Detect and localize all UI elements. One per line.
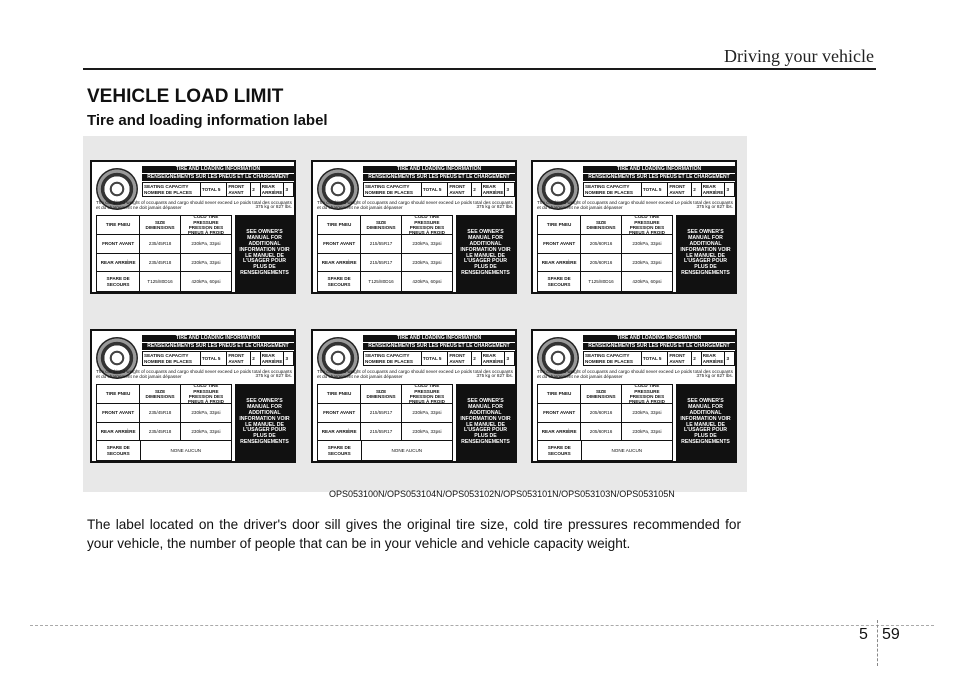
seating-total: TOTAL 5 <box>201 183 228 196</box>
row-rear-label: REAR ARRIÈRE <box>318 423 361 441</box>
seating-capacity-row <box>583 182 735 197</box>
seating-front-value: 2 <box>692 183 702 196</box>
front-pressure: 230kPa, 33psi <box>412 409 442 415</box>
page-number: 59 <box>882 626 900 643</box>
table-row <box>318 235 452 254</box>
table-row <box>538 441 672 460</box>
spare-pressure: 420kPa, 60psi <box>191 278 221 284</box>
table-row <box>318 254 452 273</box>
seating-capacity-row <box>363 351 515 366</box>
tire-table <box>537 384 673 461</box>
row-spare-label: SPARE DE SECOURS <box>538 441 582 460</box>
seating-capacity-row <box>583 351 735 366</box>
table-row <box>538 404 672 423</box>
seating-rear-value: 3 <box>506 186 510 192</box>
table-row <box>318 441 452 460</box>
pressure-header: COLD TIRE PRESSURE PRESSION DES PNEUS À FROID <box>187 214 224 236</box>
front-size: 235/45R18 <box>140 235 181 253</box>
seating-rear: REAR ARRIÈRE <box>261 353 283 364</box>
row-spare-label: SPARE DE SECOURS <box>97 272 140 291</box>
see-manual-box: SEE OWNER'S MANUAL FOR ADDITIONAL INFORMATION VOIR LE MANUEL DE L'USAGER POUR PLUS DE RENSEIGNEMENTS <box>456 384 515 461</box>
seating-total: TOTAL 5 <box>422 352 449 365</box>
seating-total: TOTAL 5 <box>642 183 669 196</box>
table-row <box>97 254 231 273</box>
combined-weight <box>317 200 515 212</box>
combined-weight-text: The combined weight of occupants and cargo should never exceed Le poids total des occupants et du chargement ne doit jamais dépasser <box>317 200 513 211</box>
combined-weight <box>96 200 294 212</box>
see-manual-box: SEE OWNER'S MANUAL FOR ADDITIONAL INFORMATION VOIR LE MANUEL DE L'USAGER POUR PLUS DE RENSEIGNEMENTS <box>235 384 294 461</box>
label-title-fr: RENSEIGNEMENTS SUR LES PNEUS ET LE CHARGEMENT <box>363 342 515 350</box>
front-pressure: 230kPa, 33psi <box>632 240 662 246</box>
seating-rear: REAR ARRIÈRE <box>702 353 724 364</box>
size-header: SIZE DIMENSIONS <box>581 216 622 234</box>
seating-front-value: 2 <box>692 352 702 365</box>
label-title-en: TIRE AND LOADING INFORMATION <box>583 166 735 173</box>
seating-capacity-row <box>142 351 294 366</box>
tire-info-label <box>90 329 296 463</box>
row-front-label: FRONT AVANT <box>318 404 361 422</box>
table-row <box>97 235 231 254</box>
tire-header: TIRE PNEU <box>97 216 140 234</box>
figure-caption: OPS053100N/OPS053104N/OPS053102N/OPS053101N/OPS053103N/OPS053105N <box>329 489 675 499</box>
tire-header: TIRE PNEU <box>318 216 361 234</box>
label-title-en: TIRE AND LOADING INFORMATION <box>583 335 735 342</box>
see-manual-box: SEE OWNER'S MANUAL FOR ADDITIONAL INFORMATION VOIR LE MANUEL DE L'USAGER POUR PLUS DE RENSEIGNEMENTS <box>456 215 515 292</box>
tire-header: TIRE PNEU <box>318 385 361 403</box>
front-size: 205/60R16 <box>581 235 622 253</box>
rear-pressure: 230kPa, 33psi <box>412 259 442 265</box>
seating-label: SEATING CAPACITY NOMBRE DE PLACES <box>584 352 642 365</box>
weight-limit: 375 kg or 827 lbs. <box>476 204 513 209</box>
front-pressure: 230kPa, 33psi <box>632 409 662 415</box>
front-pressure: 230kPa, 33psi <box>412 240 442 246</box>
seating-capacity-row <box>363 182 515 197</box>
size-header: SIZE DIMENSIONS <box>140 216 181 234</box>
label-title-en: TIRE AND LOADING INFORMATION <box>142 166 294 173</box>
seating-rear: REAR ARRIÈRE <box>482 353 504 364</box>
seating-front: FRONT AVANT <box>227 352 251 365</box>
combined-weight-text: The combined weight of occupants and cargo should never exceed Le poids total des occupants et du chargement ne doit jamais dépasser <box>317 369 513 380</box>
spare-none: NONE AUCUN <box>391 447 423 453</box>
rear-size: 215/55R17 <box>361 423 402 441</box>
tire-table <box>317 384 453 461</box>
seating-total: TOTAL 5 <box>422 183 449 196</box>
label-title-en: TIRE AND LOADING INFORMATION <box>363 166 515 173</box>
seating-rear-value: 3 <box>285 186 289 192</box>
table-header-row <box>97 385 231 404</box>
seating-rear: REAR ARRIÈRE <box>261 184 283 195</box>
see-manual-box: SEE OWNER'S MANUAL FOR ADDITIONAL INFORMATION VOIR LE MANUEL DE L'USAGER POUR PLUS DE RENSEIGNEMENTS <box>676 384 735 461</box>
front-size: 235/45R18 <box>140 404 181 422</box>
rear-size: 215/55R17 <box>361 254 402 272</box>
row-front-label: FRONT AVANT <box>538 235 581 253</box>
row-spare-label: SPARE DE SECOURS <box>538 272 581 291</box>
table-header-row <box>538 385 672 404</box>
seating-front-value: 2 <box>472 183 482 196</box>
seating-rear: REAR ARRIÈRE <box>702 184 724 195</box>
front-size: 205/60R16 <box>581 404 622 422</box>
tire-header: TIRE PNEU <box>538 216 581 234</box>
table-row <box>538 254 672 273</box>
spare-size: T125/80D16 <box>361 272 402 291</box>
combined-weight <box>537 369 735 381</box>
label-title-fr: RENSEIGNEMENTS SUR LES PNEUS ET LE CHARGEMENT <box>142 173 294 181</box>
table-row <box>97 272 231 291</box>
tire-table <box>317 215 453 292</box>
rear-pressure: 230kPa, 33psi <box>632 259 662 265</box>
seating-label: SEATING CAPACITY NOMBRE DE PLACES <box>584 183 642 196</box>
pressure-header: COLD TIRE PRESSURE PRESSION DES PNEUS À FROID <box>408 214 445 236</box>
label-title-en: TIRE AND LOADING INFORMATION <box>142 335 294 342</box>
pressure-header: COLD TIRE PRESSURE PRESSION DES PNEUS À FROID <box>187 383 224 405</box>
tire-header: TIRE PNEU <box>538 385 581 403</box>
row-spare-label: SPARE DE SECOURS <box>318 441 362 460</box>
footer-separator <box>877 620 878 666</box>
seating-rear: REAR ARRIÈRE <box>482 184 504 195</box>
spare-none: NONE AUCUN <box>170 447 202 453</box>
label-title-en: TIRE AND LOADING INFORMATION <box>363 335 515 342</box>
labels-figure <box>83 136 747 492</box>
table-row <box>538 272 672 291</box>
seating-capacity-row <box>142 182 294 197</box>
combined-weight-text: The combined weight of occupants and cargo should never exceed Le poids total des occupants et du chargement ne doit jamais dépasser <box>537 200 733 211</box>
table-row <box>97 404 231 423</box>
tire-info-label <box>531 160 737 294</box>
row-rear-label: REAR ARRIÈRE <box>97 254 140 272</box>
size-header: SIZE DIMENSIONS <box>140 385 181 403</box>
weight-limit: 375 kg or 827 lbs. <box>476 373 513 378</box>
tire-header: TIRE PNEU <box>97 385 140 403</box>
size-header: SIZE DIMENSIONS <box>581 385 622 403</box>
weight-limit: 375 kg or 827 lbs. <box>696 373 733 378</box>
tire-info-label <box>90 160 296 294</box>
see-manual-box: SEE OWNER'S MANUAL FOR ADDITIONAL INFORMATION VOIR LE MANUEL DE L'USAGER POUR PLUS DE RENSEIGNEMENTS <box>235 215 294 292</box>
rear-pressure: 230kPa, 33psi <box>191 428 221 434</box>
rear-pressure: 230kPa, 33psi <box>632 428 662 434</box>
tire-info-label <box>311 160 517 294</box>
table-row <box>318 404 452 423</box>
front-size: 215/55R17 <box>361 404 402 422</box>
table-header-row <box>97 216 231 235</box>
rear-size: 235/45R18 <box>140 254 181 272</box>
spare-size: T125/80D16 <box>581 272 622 291</box>
combined-weight-text: The combined weight of occupants and cargo should never exceed Le poids total des occupants et du chargement ne doit jamais dépasser <box>96 200 292 211</box>
rear-pressure: 230kPa, 33psi <box>191 259 221 265</box>
label-title-fr: RENSEIGNEMENTS SUR LES PNEUS ET LE CHARGEMENT <box>142 342 294 350</box>
weight-limit: 375 kg or 827 lbs. <box>255 204 292 209</box>
table-row <box>318 423 452 442</box>
chapter-number: 5 <box>859 626 868 643</box>
combined-weight <box>317 369 515 381</box>
row-spare-label: SPARE DE SECOURS <box>97 441 141 460</box>
seating-rear-value: 3 <box>726 355 730 361</box>
seating-total: TOTAL 5 <box>201 352 228 365</box>
row-rear-label: REAR ARRIÈRE <box>538 423 581 441</box>
rear-pressure: 230kPa, 33psi <box>412 428 442 434</box>
seating-front: FRONT AVANT <box>448 183 472 196</box>
label-title-fr: RENSEIGNEMENTS SUR LES PNEUS ET LE CHARGEMENT <box>583 342 735 350</box>
rear-size: 235/45R18 <box>140 423 181 441</box>
tire-table <box>537 215 673 292</box>
pressure-header: COLD TIRE PRESSURE PRESSION DES PNEUS À FROID <box>628 383 665 405</box>
row-spare-label: SPARE DE SECOURS <box>318 272 361 291</box>
table-row <box>97 423 231 442</box>
subheading: Tire and loading information label <box>87 112 328 129</box>
seating-label: SEATING CAPACITY NOMBRE DE PLACES <box>143 352 201 365</box>
table-header-row <box>318 216 452 235</box>
row-rear-label: REAR ARRIÈRE <box>318 254 361 272</box>
table-header-row <box>538 216 672 235</box>
combined-weight <box>537 200 735 212</box>
size-header: SIZE DIMENSIONS <box>361 385 402 403</box>
pressure-header: COLD TIRE PRESSURE PRESSION DES PNEUS À FROID <box>408 383 445 405</box>
tire-info-label <box>531 329 737 463</box>
seating-label: SEATING CAPACITY NOMBRE DE PLACES <box>143 183 201 196</box>
row-front-label: FRONT AVANT <box>97 235 140 253</box>
table-header-row <box>318 385 452 404</box>
see-manual-box: SEE OWNER'S MANUAL FOR ADDITIONAL INFORMATION VOIR LE MANUEL DE L'USAGER POUR PLUS DE RENSEIGNEMENTS <box>676 215 735 292</box>
spare-pressure: 420kPa, 60psi <box>632 278 662 284</box>
header-rule <box>83 68 876 70</box>
row-front-label: FRONT AVANT <box>97 404 140 422</box>
seating-front: FRONT AVANT <box>448 352 472 365</box>
spare-size: T125/80D16 <box>140 272 181 291</box>
seating-front: FRONT AVANT <box>668 352 692 365</box>
table-row <box>538 423 672 442</box>
section-title: Driving your vehicle <box>724 46 874 66</box>
row-rear-label: REAR ARRIÈRE <box>538 254 581 272</box>
table-row <box>538 235 672 254</box>
seating-rear-value: 3 <box>285 355 289 361</box>
combined-weight-text: The combined weight of occupants and cargo should never exceed Le poids total des occupants et du chargement ne doit jamais dépasser <box>537 369 733 380</box>
table-row <box>97 441 231 460</box>
seating-front-value: 2 <box>251 183 261 196</box>
label-title-fr: RENSEIGNEMENTS SUR LES PNEUS ET LE CHARGEMENT <box>583 173 735 181</box>
combined-weight <box>96 369 294 381</box>
row-front-label: FRONT AVANT <box>318 235 361 253</box>
combined-weight-text: The combined weight of occupants and cargo should never exceed Le poids total des occupants et du chargement ne doit jamais dépasser <box>96 369 292 380</box>
tire-table <box>96 384 232 461</box>
seating-front: FRONT AVANT <box>668 183 692 196</box>
rear-size: 205/60R16 <box>581 254 622 272</box>
tire-info-label <box>311 329 517 463</box>
front-pressure: 230kPa, 33psi <box>191 240 221 246</box>
weight-limit: 375 kg or 827 lbs. <box>255 373 292 378</box>
size-header: SIZE DIMENSIONS <box>361 216 402 234</box>
weight-limit: 375 kg or 827 lbs. <box>696 204 733 209</box>
seating-front: FRONT AVANT <box>227 183 251 196</box>
seating-total: TOTAL 5 <box>642 352 669 365</box>
spare-pressure: 420kPa, 60psi <box>412 278 442 284</box>
body-paragraph: The label located on the driver's door sill gives the original tire size, cold tire pressures recommended for your vehicle, the number of people that can be in your vehicle and vehicle capacity weight. <box>87 517 741 551</box>
seating-label: SEATING CAPACITY NOMBRE DE PLACES <box>364 183 422 196</box>
row-rear-label: REAR ARRIÈRE <box>97 423 140 441</box>
seating-front-value: 2 <box>472 352 482 365</box>
seating-rear-value: 3 <box>506 355 510 361</box>
front-size: 215/55R17 <box>361 235 402 253</box>
tire-table <box>96 215 232 292</box>
footer-rule <box>30 625 934 626</box>
label-title-fr: RENSEIGNEMENTS SUR LES PNEUS ET LE CHARGEMENT <box>363 173 515 181</box>
row-front-label: FRONT AVANT <box>538 404 581 422</box>
table-row <box>318 272 452 291</box>
front-pressure: 230kPa, 33psi <box>191 409 221 415</box>
pressure-header: COLD TIRE PRESSURE PRESSION DES PNEUS À FROID <box>628 214 665 236</box>
seating-front-value: 2 <box>251 352 261 365</box>
rear-size: 205/60R16 <box>581 423 622 441</box>
spare-none: NONE AUCUN <box>611 447 643 453</box>
page-heading: VEHICLE LOAD LIMIT <box>87 86 284 107</box>
seating-rear-value: 3 <box>726 186 730 192</box>
seating-label: SEATING CAPACITY NOMBRE DE PLACES <box>364 352 422 365</box>
